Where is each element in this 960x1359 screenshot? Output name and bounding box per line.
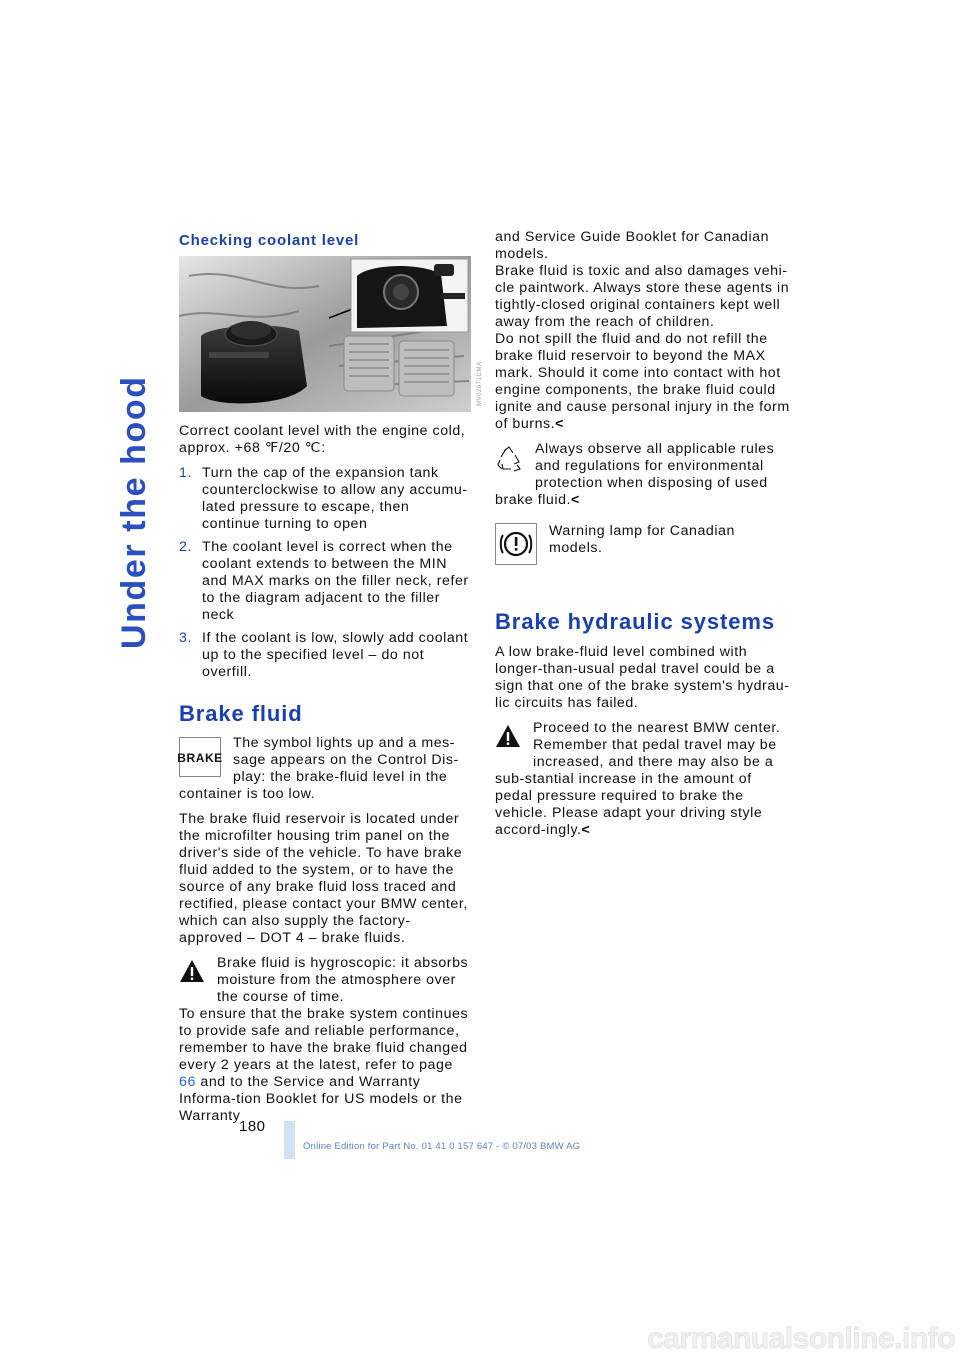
toxicity-text: Brake fluid is toxic and also damages vehi-cle paintwork. Always store these agents in tightly-closed original containers kept well away from the reach of children. bbox=[495, 263, 790, 330]
list-item bbox=[179, 539, 471, 624]
end-mark: < bbox=[581, 822, 591, 838]
spill-warning-text: Do not spill the fluid and do not refill the brake fluid reservoir to beyond the MAX mark. Should it come into contact with hot engine components, the brake fluid could ignite and cause personal injury in the form of burns.< bbox=[495, 331, 790, 432]
coolant-subheading: Checking coolant level bbox=[179, 232, 360, 249]
page-reference-link[interactable]: 66 bbox=[179, 1074, 196, 1090]
step-number: 2. bbox=[179, 539, 192, 555]
hydraulic-warning-text: Proceed to the nearest BMW center. Remember that pedal travel may be increased, and there may also be a sub-stantial increase in the amount of pedal pressure required to brake the vehicle. Please adapt your driving style accord-ingly. bbox=[495, 720, 781, 838]
coolant-reservoir-figure bbox=[179, 256, 483, 412]
brake-hydraulic-heading: Brake hydraulic systems bbox=[495, 609, 775, 634]
watermark-text: carmanualsonline.info bbox=[647, 1322, 955, 1355]
brake-change-text-end: and to the Service and Warranty Informa-tion Booklet for US models or the Warranty bbox=[179, 1074, 463, 1124]
hygroscopic-warning bbox=[179, 955, 471, 1125]
reservoir-paragraph: The brake fluid reservoir is located under the microfilter housing trim panel on the driver's side of the vehicle. To have brake fluid added to the system, or to have the source of any brake fluid loss traced and rectified, please contact your BMW center, which can also supply the factory-approved – DOT 4 – brake fluids. bbox=[179, 811, 468, 946]
list-item bbox=[179, 630, 471, 681]
list-item bbox=[179, 465, 471, 533]
figure-code: MV02071CMA bbox=[477, 361, 483, 406]
warning-lamp-note bbox=[495, 523, 790, 575]
coolant-steps bbox=[179, 465, 471, 681]
page-number: 180 bbox=[239, 1118, 266, 1135]
brake-change-text: To ensure that the brake system continues to provide safe and reliable performance, remember to have the brake fluid changed every 2 years at the latest, refer to page bbox=[179, 1006, 469, 1073]
warning-triangle-icon bbox=[495, 724, 521, 753]
brake-fluid-heading: Brake fluid bbox=[179, 701, 303, 726]
hygroscopic-text: Brake fluid is hygroscopic: it absorbs moisture from the atmosphere over the course of time. bbox=[217, 955, 469, 1005]
brake-icon-label: BRAKE bbox=[177, 751, 223, 765]
end-mark: < bbox=[555, 416, 564, 432]
hydraulic-warning bbox=[495, 720, 790, 839]
right-column bbox=[495, 229, 790, 847]
continuation-text: and Service Guide Booklet for Canadian models. bbox=[495, 229, 770, 262]
recycling-note bbox=[495, 441, 790, 509]
step-number: 3. bbox=[179, 630, 192, 646]
brake-symbol-text: The symbol lights up and a mes-sage appears on the Control Dis-play: the brake-fluid level in the container is too low. bbox=[179, 735, 459, 802]
coolant-intro: Correct coolant level with the engine cold, approx. +68 ℉/20 ℃: bbox=[179, 423, 466, 456]
side-title-text: Under the hood bbox=[115, 375, 153, 649]
step-number: 1. bbox=[179, 465, 192, 481]
edition-note: Online Edition for Part No. 01 41 0 157 647 - © 07/03 BMW AG bbox=[303, 1141, 581, 1152]
brake-symbol-note bbox=[179, 735, 471, 803]
step-text: If the coolant is low, slowly add coolant up to the specified level – do not overfill. bbox=[202, 630, 469, 680]
recycle-icon bbox=[495, 445, 523, 478]
recycling-text: Always observe all applicable rules and regulations for environmental protection when disposing of used brake fluid. bbox=[495, 441, 775, 508]
left-column bbox=[177, 226, 483, 1133]
footer-bar bbox=[284, 1121, 295, 1159]
watermark bbox=[622, 1318, 957, 1354]
hydraulic-paragraph: A low brake-fluid level combined with longer-than-usual pedal travel could be a sign that one of the brake system's hydrau-lic circuits has failed. bbox=[495, 644, 790, 711]
step-text: The coolant level is correct when the coolant extends to between the MIN and MAX marks on the filler neck, refer to the diagram adjacent to the filler neck bbox=[202, 539, 469, 623]
brake-warning-lamp-icon bbox=[495, 523, 537, 570]
warning-triangle-icon bbox=[179, 959, 205, 988]
brake-indicator-icon bbox=[179, 737, 221, 782]
side-running-title bbox=[103, 233, 159, 653]
step-text: Turn the cap of the expansion tank counterclockwise to allow any accumu-lated pressure to escape, then continue turning to open bbox=[202, 465, 468, 532]
end-mark: < bbox=[571, 492, 580, 508]
warning-lamp-text: Warning lamp for Canadian models. bbox=[549, 523, 735, 556]
